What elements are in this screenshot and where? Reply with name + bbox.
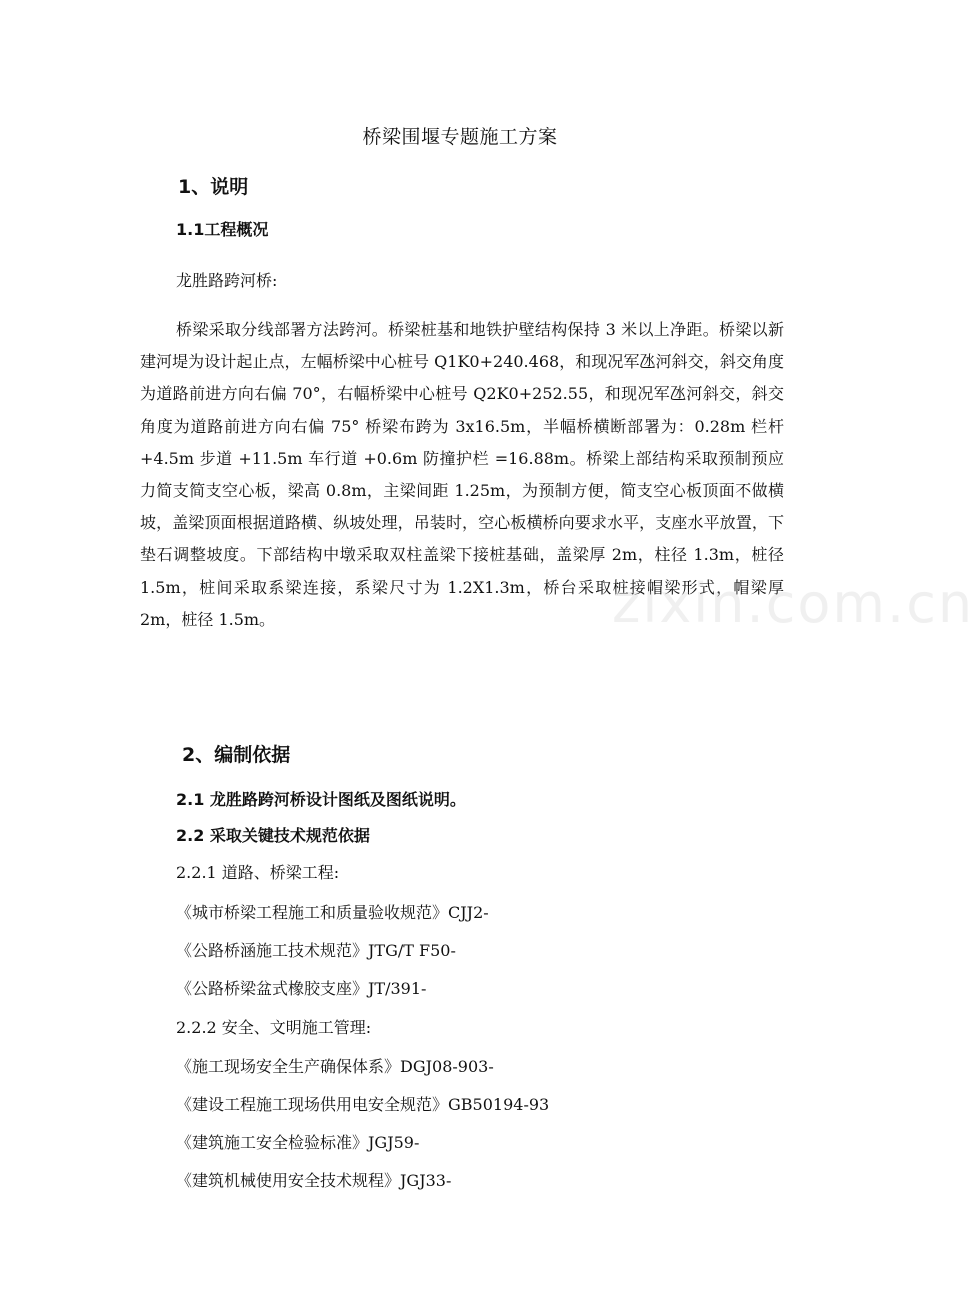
standard-item: 《公路桥涵施工技术规范》JTG/T F50- [176, 941, 456, 960]
standard-item: 《建筑施工安全检验标准》JGJ59- [176, 1133, 420, 1152]
section-2-heading: 2、编制依据 [182, 744, 291, 766]
section-2-2-1-heading: 2.2.1 道路、桥梁工程: [176, 863, 340, 882]
document-title: 桥梁围堰专题施工方案 [362, 126, 558, 148]
section-2-1-item: 2.1 龙胜路跨河桥设计图纸及图纸说明。 [176, 790, 466, 809]
standard-item: 《公路桥梁盆式橡胶支座》JT/391- [176, 979, 427, 998]
bridge-name: 龙胜路跨河桥: [176, 271, 278, 290]
standard-item: 《建设工程施工现场供用电安全规范》GB50194-93 [176, 1095, 550, 1114]
standard-item: 《施工现场安全生产确保体系》DGJ08-903- [176, 1057, 494, 1076]
watermark: zixin.com.cn [612, 572, 974, 635]
standard-item: 《城市桥梁工程施工和质量验收规范》CJJ2- [176, 903, 489, 922]
project-overview-paragraph: 桥梁采取分线部署方法跨河。桥梁桩基和地铁护壁结构保持 3 米以上净距。桥梁以新建河堤为设计起止点，左幅桥梁中心桩号 Q1K0+240.468，和现况军氹河斜交，斜交角度为道路前进方向右偏 70°，右幅桥梁中心桩号 Q2K0+252.55，和现况军氹河斜交，斜交角度为道路前进方向右偏 75° 桥梁布跨为 3x16.5m，半幅桥横断部署为：0.28m 栏杆 +4.5m 步道 +11.5m 车行道 +0.6m 防撞护栏 =16.88m。桥梁上部结构采取预制预应力简支简支空心板，梁高 0.8m，主梁间距 1.25m，为预制方便，简支空心板顶面不做横坡，盖梁顶面根据道路横、纵坡处理，吊装时，空心板横桥向要求水平，支座水平放置，下垫石调整坡度。下部结构中墩采取双柱盖梁下接桩基础，盖梁厚 2m，柱径 1.3m，桩径 1.5m，桩间采取系梁连接，系梁尺寸为 1.2X1.3m，桥台采取桩接帽梁形式，帽梁厚 2m，桩径 1.5m。 [140, 320, 784, 629]
section-1-1-heading: 1.1工程概况 [176, 220, 269, 239]
standard-item: 《建筑机械使用安全技术规程》JGJ33- [176, 1171, 452, 1190]
section-2-2-heading: 2.2 采取关键技术规范依据 [176, 826, 370, 845]
section-1-heading: 1、说明 [178, 176, 249, 198]
section-2-2-2-heading: 2.2.2 安全、文明施工管理: [176, 1018, 372, 1037]
